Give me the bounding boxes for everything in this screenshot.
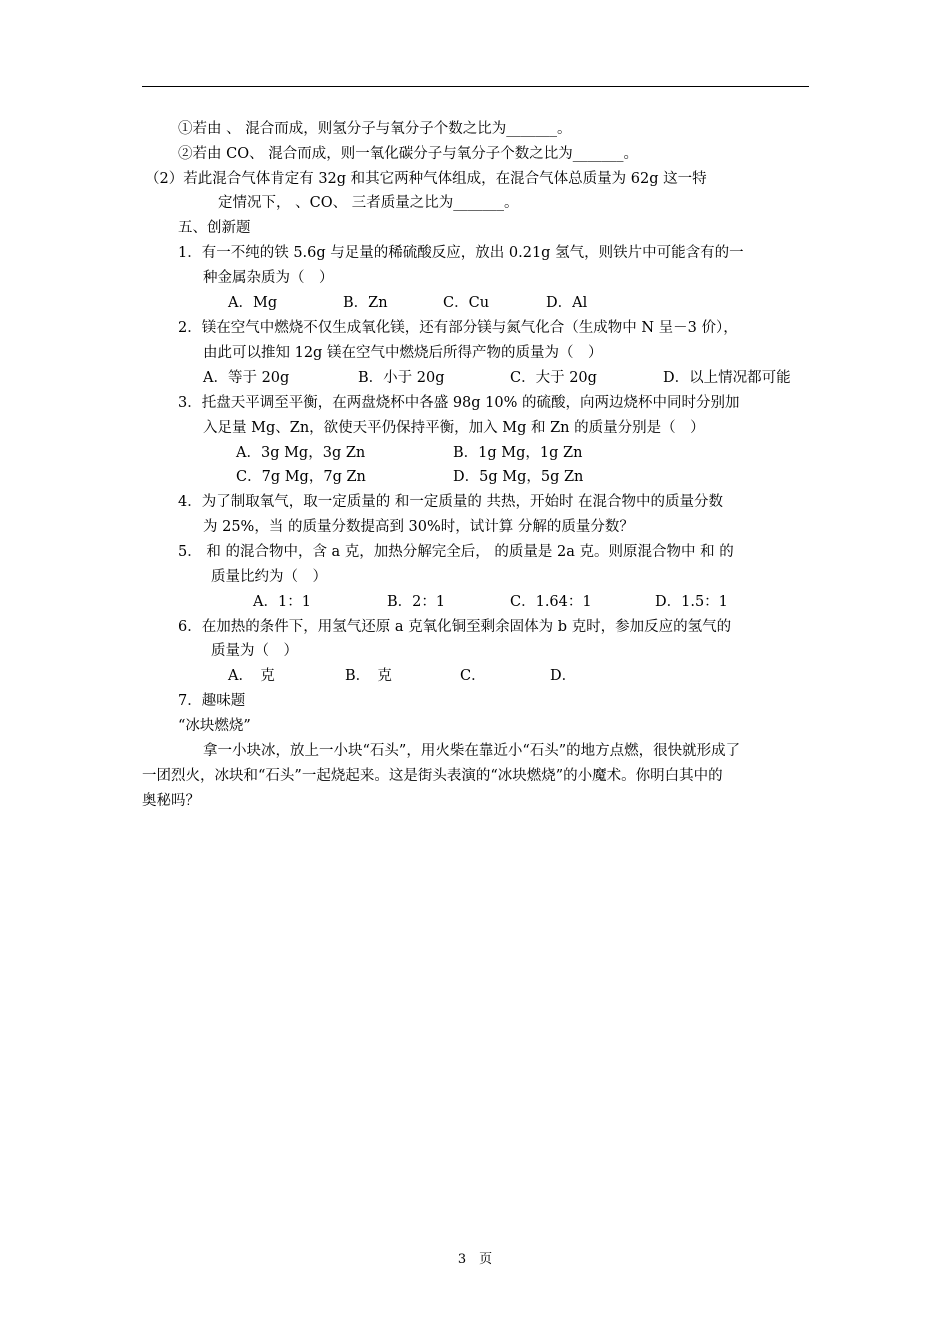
option: D．Al [546, 295, 588, 311]
option: C．大于 20g [510, 370, 597, 386]
question-6: 6．在加热的条件下，用氢气还原 a 克氧化铜至剩余固体为 b 克时，参加反应的氢气的 [178, 619, 732, 635]
option: A． 克 [228, 668, 275, 684]
line-mix-2: ②若由 CO、 混合而成，则一氧化碳分子与氧分子个数之比为_______。 [178, 146, 638, 162]
option: D．5g Mg，5g Zn [453, 469, 584, 485]
question-2-cont: 由此可以推知 12g 镁在空气中燃烧后所得产物的质量为（ ） [203, 345, 603, 361]
line-part-2: （2）若此混合气体肯定有 32g 和其它两种气体组成，在混合气体总质量为 62g 这一特 [145, 171, 707, 187]
option: A．3g Mg，3g Zn [236, 445, 366, 461]
option: B．小于 20g [358, 370, 445, 386]
fun-title: “冰块燃烧” [178, 718, 251, 734]
section-heading: 五、创新题 [178, 220, 251, 236]
question-3-cont: 入足量 Mg、Zn，欲使天平仍保持平衡，加入 Mg 和 Zn 的质量分别是（ ） [203, 420, 705, 436]
question-3: 3．托盘天平调至平衡，在两盘烧杯中各盛 98g 10% 的硫酸，向两边烧杯中同时分别加 [178, 395, 740, 411]
paragraph-line-1: 拿一小块冰，放上一小块“石头”，用火柴在靠近小“石头”的地方点燃，很快就形成了 [203, 743, 741, 759]
line-mix-1: ①若由 、 混合而成，则氢分子与氧分子个数之比为_______。 [178, 121, 572, 137]
option: C．1.64：1 [510, 594, 592, 610]
option: B．Zn [343, 295, 388, 311]
option: D．以上情况都可能 [663, 370, 791, 386]
question-2: 2．镁在空气中燃烧不仅生成氧化镁，还有部分镁与氮气化合（生成物中 N 呈－3 价）， [178, 320, 738, 336]
option: B．1g Mg，1g Zn [453, 445, 583, 461]
question-1-cont: 种金属杂质为（ ） [203, 270, 334, 286]
option: A．等于 20g [203, 370, 290, 386]
paragraph-line-3: 奥秘吗？ [142, 793, 200, 809]
question-7: 7．趣味题 [178, 693, 246, 709]
option: B． 克 [345, 668, 392, 684]
question-4-cont: 为 25%，当 的质量分数提高到 30%时，试计算 分解的质量分数？ [203, 519, 634, 535]
question-5: 5． 和 的混合物中，含 a 克，加热分解完全后， 的质量是 2a 克。则原混合物中 和 的 [178, 544, 734, 560]
option: B．2：1 [387, 594, 446, 610]
header-rule [142, 86, 809, 87]
option: D．1.5：1 [655, 594, 728, 610]
question-4: 4．为了制取氧气，取一定质量的 和一定质量的 共热，开始时 在混合物中的质量分数 [178, 494, 724, 510]
option: D． [550, 668, 577, 684]
option: A．1：1 [253, 594, 311, 610]
option: C．7g Mg，7g Zn [236, 469, 366, 485]
page-number: 3 页 [457, 1252, 493, 1267]
option: A．Mg [228, 295, 278, 311]
question-1: 1．有一不纯的铁 5.6g 与足量的稀硫酸反应，放出 0.21g 氢气，则铁片中可能含有的一 [178, 245, 744, 261]
question-6-cont: 质量为（ ） [211, 643, 298, 659]
option: C．Cu [443, 295, 490, 311]
option: C． [460, 668, 486, 684]
paragraph-line-2: 一团烈火，冰块和“石头”一起烧起来。这是街头表演的“冰块燃烧”的小魔术。你明白其中的 [142, 768, 723, 784]
line-part-2-cont: 定情况下， 、CO、 三者质量之比为_______。 [218, 195, 519, 211]
question-5-cont: 质量比约为（ ） [211, 569, 327, 585]
